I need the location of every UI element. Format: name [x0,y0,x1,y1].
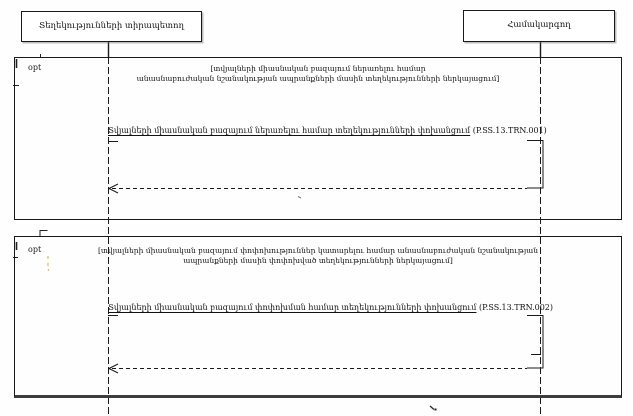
fragment-2-operator-label: opt [28,245,42,254]
guard-text-line: [տվյալների միասնական բազայում փոփոխություններ կատարելու համար անասնաբուժական նշանակության [97,246,539,255]
guard-text-line: ապրանքների մասին փոփոխված տեղեկությունների ներկայացում] [183,256,453,265]
message-1-code: (P.SS.13.TRN.001) [472,126,547,135]
actor-label: Համակարգող [507,20,571,31]
message-1-label [108,126,547,135]
fragment-2-guard [14,246,622,266]
actor-box-information-holder [21,11,202,42]
message-1-text: Տվյալների միասնական բազայում ներառելու համար տեղեկությունների փոխանցում [108,126,471,135]
guard-text-line: [տվյալների միասնական բազայում ներառելու համար [210,64,426,73]
actor-label: Տեղեկությունների տիրապետող [39,20,184,31]
fragment-1-operator-label: opt [28,63,42,72]
fragment-1-guard [14,64,622,84]
guard-text-line: անասնաբուժական նշանակության ապրանքների մասին տեղեկությունների ներկայացում] [136,74,500,83]
actor-box-coordinator [463,10,615,42]
message-2-text: Տվյալների միասնական բազայում փոփոխման համար տեղեկությունների փոխանցում [108,303,477,312]
message-2-code: (P.SS.13.TRN.002) [479,303,554,312]
message-2-label [108,303,554,312]
